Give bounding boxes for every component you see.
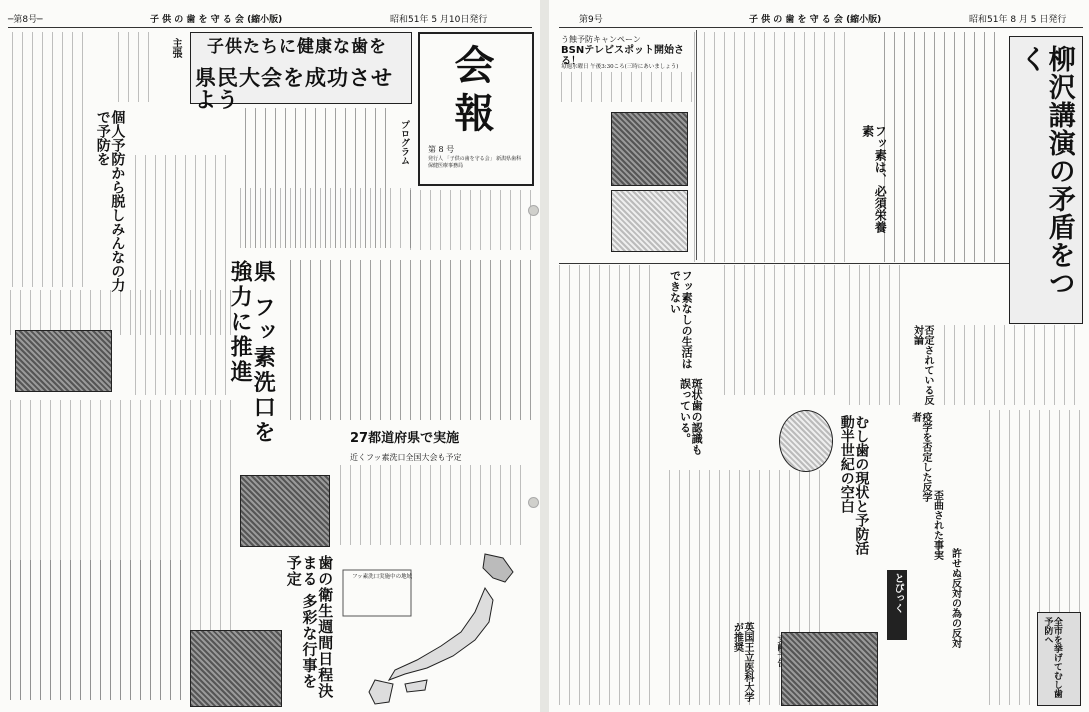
ekigaku-head: 疫学を否定した反学者: [909, 412, 931, 502]
left-page: [0, 0, 540, 712]
yanagisawa-headline: 柳沢講演の矛盾をつく: [1015, 45, 1075, 297]
bsn-small: う蝕予防キャンペーン: [561, 35, 641, 44]
bsn-time: 毎週水曜日 午後3:30ころ(三時にあいましょう): [561, 64, 679, 70]
mushiba-illustration: [779, 410, 833, 472]
tooth-week-headline: 歯の衛生週間日程決まる 多彩な行事を予定: [284, 555, 335, 699]
main-headline: 県 フッ素洗口を強力に推進: [227, 260, 276, 446]
right-col-text-1: [694, 32, 854, 262]
fusso-nashi-head: フッ素なしの生活はできない: [668, 270, 694, 369]
yanagisawa-box: [1009, 36, 1083, 324]
left-page-number: ─第8号─: [8, 15, 43, 25]
right-page: [549, 0, 1089, 712]
binder-hole-2: [528, 497, 539, 508]
prefectures-headline: 27都道府県で実施: [350, 431, 460, 446]
map-kyushu: [369, 680, 393, 704]
banner: [190, 32, 412, 113]
publisher-info: 発行人 「子供の歯を守る会」 新潟県歯科保健医療事務局: [428, 156, 522, 169]
map-caption: フッ素洗口実施中の地域: [352, 574, 413, 580]
map-hokkaido: [483, 554, 513, 582]
prefectures-subhead: 近くフッ素洗口全国大会も予定: [350, 453, 462, 462]
right-header-date: 昭和51年 8 月 5 日発行: [969, 15, 1067, 25]
right-col-text-5: [849, 265, 904, 405]
right-col-text-2: [884, 32, 1004, 262]
prefectures-text: [340, 465, 530, 545]
left-header-rule: [8, 27, 532, 28]
center-gutter: [540, 0, 549, 712]
yurusenu-head: 許せぬ反対の為の反対: [949, 548, 961, 648]
topic-label-box: [887, 570, 907, 640]
masthead: [418, 32, 534, 186]
uk-headline: 英国王立医科大学が推奨: [731, 622, 753, 702]
bsn-text: [561, 72, 697, 102]
program-detail: [240, 188, 415, 248]
left-text-block-4: [135, 155, 235, 395]
right-page-number: 第9号: [579, 15, 603, 25]
right-col-text-3: [559, 265, 659, 705]
left-top-right-text: [410, 190, 532, 250]
issue-number: 第 8 号: [428, 145, 455, 154]
binder-hole-1: [528, 205, 539, 216]
editorial-text: [118, 32, 158, 102]
right-mid-rule: [559, 263, 1009, 264]
left-header-title: 子 供 の 歯 を 守 る 会 (縮小版): [150, 15, 283, 25]
masthead-title: 会報: [448, 44, 494, 140]
map-honshu: [389, 588, 493, 680]
left-header-date: 昭和51年 5 月10日発行: [390, 15, 488, 25]
photo-meeting: [240, 475, 330, 547]
right-col-text-4: [724, 265, 844, 395]
map-shikoku: [405, 680, 427, 692]
hantai-head: 否定されている反対論: [911, 325, 933, 405]
banner-line-1: 子供たちに健康な歯を: [207, 37, 387, 57]
main-article-text: [290, 260, 532, 420]
photo-event: [190, 630, 282, 707]
waikyoku-head: 歪曲された事実: [931, 490, 943, 560]
hanjo-head: 斑状歯の認識も誤っている。: [678, 378, 704, 455]
editorial-headline: 個人予防から脱しみんなの力で予防を: [94, 110, 126, 292]
program-label: プログラム: [399, 120, 409, 165]
photo-classroom-1: [611, 112, 688, 186]
bsn-headline: BSNテレビスポット開始さる！: [561, 45, 684, 67]
left-text-block-1: [12, 32, 92, 287]
topic-label: とぴっく: [892, 573, 903, 613]
mushiba-headline: むし歯の現状と予防活動半世紀の空白: [838, 415, 870, 555]
tooth-week-text: [10, 560, 185, 700]
photo-lecture: [781, 632, 878, 706]
fusso-headline: フッ素は、必須栄養素: [860, 125, 888, 233]
shimin-box: [1037, 612, 1081, 706]
bsn-box: [559, 32, 699, 104]
shimin-headline: 全市を挙げてむし歯予防へ: [1042, 617, 1062, 698]
right-header-rule: [559, 27, 1083, 28]
photo-children: [15, 330, 112, 392]
right-col-rule-1: [696, 30, 697, 260]
shucho-label: 主張: [170, 38, 181, 58]
photo-classroom-2: [611, 190, 688, 252]
banner-line-2: 県民大会を成功させよう: [195, 66, 393, 113]
right-header-title: 子 供 の 歯 を 守 る 会 (縮小版): [749, 15, 882, 25]
right-col-text-6: [944, 325, 1081, 405]
